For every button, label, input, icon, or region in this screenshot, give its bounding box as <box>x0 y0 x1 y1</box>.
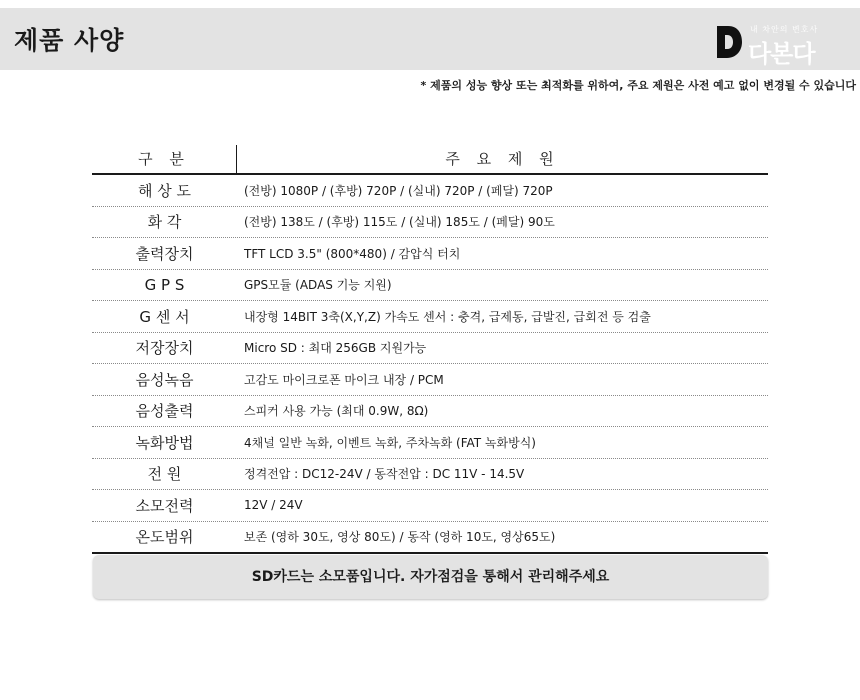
table-row <box>92 207 768 239</box>
table-row <box>92 490 768 522</box>
header-bar <box>0 8 860 70</box>
row-label: 화 각 <box>147 213 182 232</box>
row-value: 보존 (영하 30도, 영상 80도) / 동작 (영하 10도, 영상65도) <box>244 530 556 545</box>
table-row <box>92 427 768 459</box>
page-title: 제품 사양 <box>14 26 125 55</box>
row-label: 음성출력 <box>135 402 194 421</box>
row-value: 정격전압 : DC12-24V / 동작전압 : DC 11V - 14.5V <box>244 467 525 482</box>
row-label: 음성녹음 <box>135 370 194 389</box>
header-specification: 주 요 제 원 <box>445 150 560 168</box>
table-row <box>92 459 768 491</box>
row-label: G 센 서 <box>139 307 190 326</box>
row-value: 12V / 24V <box>244 498 303 513</box>
row-label: 녹화방법 <box>135 433 194 452</box>
table-row <box>92 301 768 333</box>
row-label: 소모전력 <box>135 496 194 515</box>
table-row <box>92 522 768 555</box>
spec-table <box>92 145 768 554</box>
row-label: G P S <box>144 275 185 294</box>
row-value: (전방) 138도 / (후방) 115도 / (실내) 185도 / (페달) 90도 <box>244 215 555 230</box>
row-value: 내장형 14BIT 3축(X,Y,Z) 가속도 센서 : 충격, 급제동, 급발진, 급회전 등 검출 <box>244 309 651 324</box>
header-category: 구 분 <box>92 145 237 173</box>
row-label: 전 원 <box>147 465 182 484</box>
row-value: 스피커 사용 가능 (최대 0.9W, 8Ω) <box>244 404 429 419</box>
table-row <box>92 270 768 302</box>
row-label: 온도범위 <box>135 528 194 547</box>
table-row <box>92 364 768 396</box>
table-row <box>92 238 768 270</box>
spec-table-header <box>92 145 768 175</box>
row-value: 고감도 마이크로폰 마이크 내장 / PCM <box>244 372 444 387</box>
row-value: 4채널 일반 녹화, 이벤트 녹화, 주차녹화 (FAT 녹화방식) <box>244 435 536 450</box>
spec-change-notice: * 제품의 성능 향상 또는 최적화를 위하여, 주요 제원은 사전 예고 없이 변경될 수 있습니다 <box>420 79 856 92</box>
row-label: 저장장치 <box>135 339 194 358</box>
table-row <box>92 396 768 428</box>
logo-d-icon <box>714 24 744 60</box>
row-value: TFT LCD 3.5" (800*480) / 감압식 터치 <box>244 246 461 261</box>
sd-card-notice-box <box>93 555 768 599</box>
logo-tagline: 내 차안의 변호사 <box>750 25 819 34</box>
logo-text: 다본다 <box>748 40 815 68</box>
table-row <box>92 333 768 365</box>
row-value: GPS모듈 (ADAS 기능 지원) <box>244 278 392 293</box>
row-value: Micro SD : 최대 256GB 지원가능 <box>244 341 427 356</box>
row-label: 해 상 도 <box>137 181 191 200</box>
row-value: (전방) 1080P / (후방) 720P / (실내) 720P / (페달) 720P <box>244 183 553 198</box>
table-row <box>92 175 768 207</box>
sd-card-notice-text: SD카드는 소모품입니다. 자가점검을 통해서 관리해주세요 <box>251 569 610 585</box>
dabonda-logo <box>712 20 852 66</box>
row-label: 출력장치 <box>135 244 194 263</box>
